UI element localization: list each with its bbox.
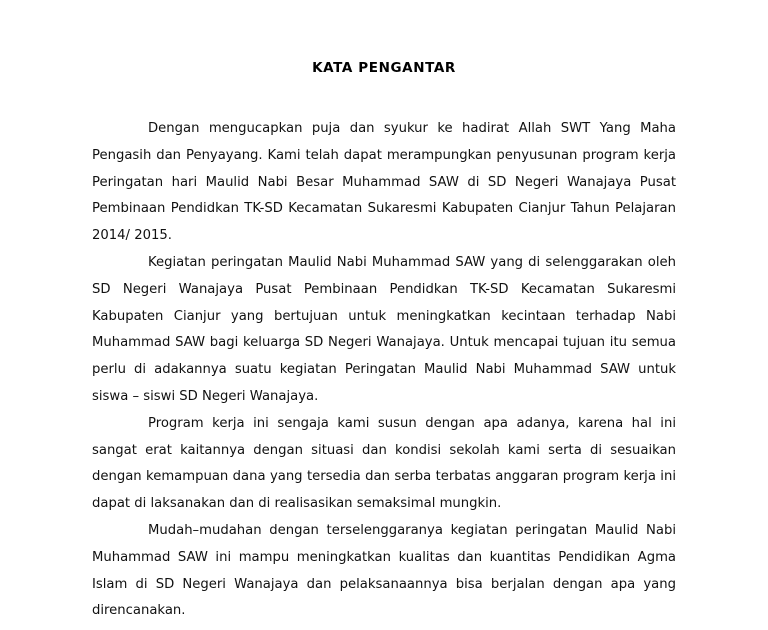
- paragraph-4: Mudah–mudahan dengan terselenggaranya kegiatan peringatan Maulid Nabi Muhammad SAW ini mampu meningkatkan kualitas dan kuantitas Pendidikan Agma Islam di SD Negeri Wanajaya dan pelaksanaannya bisa berjalan dengan apa yang direncanakan.: [92, 522, 676, 619]
- paragraph-3: Program kerja ini sengaja kami susun dengan apa adanya, karena hal ini sangat erat kaitannya dengan situasi dan kondisi sekolah kami serta di sesuaikan dengan kemampuan dana yang tersedia dan serba terbatas anggaran program kerja ini dapat di laksanakan dan di realisasikan semaksimal mungkin.: [92, 415, 676, 512]
- page-title: KATA PENGANTAR: [312, 60, 456, 76]
- document-body: [92, 116, 676, 625]
- paragraph-2: Kegiatan peringatan Maulid Nabi Muhammad SAW yang di selenggarakan oleh SD Negeri Wanajaya Pusat Pembinaan Pendidkan TK-SD Kecamatan Sukaresmi Kabupaten Cianjur yang bertujuan untuk meningkatkan kecintaan terhadap Nabi Muhammad SAW bagi keluarga SD Negeri Wanajaya. Untuk mencapai tujuan itu semua perlu di adakannya suatu kegiatan Peringatan Maulid Nabi Muhammad SAW untuk siswa – siswi SD Negeri Wanajaya.: [92, 254, 676, 404]
- paragraph-1: Dengan mengucapkan puja dan syukur ke hadirat Allah SWT Yang Maha Pengasih dan Penyayang. Kami telah dapat merampungkan penyusunan program kerja Peringatan hari Maulid Nabi Besar Muhammad SAW di SD Negeri Wanajaya Pusat Pembinaan Pendidkan TK-SD Kecamatan Sukaresmi Kabupaten Cianjur Tahun Pelajaran 2014/ 2015.: [92, 121, 676, 244]
